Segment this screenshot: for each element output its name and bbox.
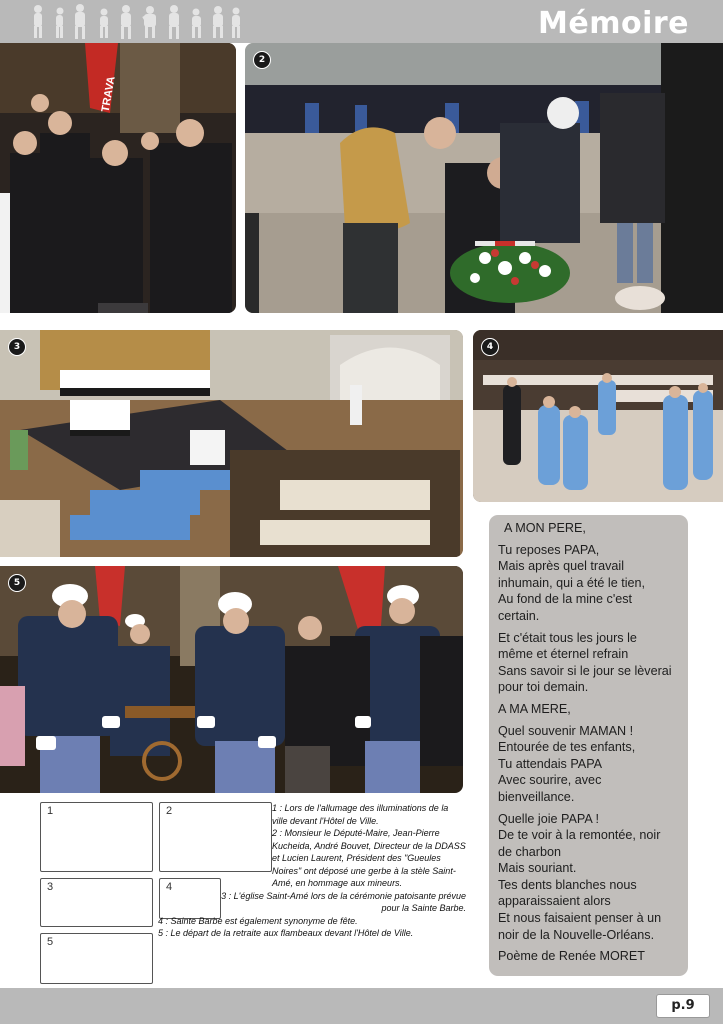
photo-dance-hall [473,330,723,502]
caption-5: 5 : Le départ de la retraite aux flambeaux devant l'Hôtel de Ville. [158,928,414,938]
poem-line: noir de la Nouvelle-Orléans. [498,927,655,942]
photo-wreath-laying [245,43,723,313]
poem-title-mother: A MA MERE, [498,701,571,716]
photo-number-badge: 5 [8,574,26,592]
layout-key-box-1: 1 [40,802,153,872]
poem-line: Tes dents blanches nous [498,877,637,892]
layout-key-box-2: 2 [159,802,272,872]
poem-line: apparaissaient alors [498,894,611,909]
photo-church-ceremony [0,330,463,557]
poem-panel [489,515,688,976]
caption-3: 3 : L'église Saint-Amé lors de la cérémonie patoisante prévue pour la Sainte Barbe. [221,890,466,913]
poem-signature: Poème de Renée MORET [498,949,645,964]
photo-number-badge: 2 [253,51,271,69]
poem-line: Au fond de la mine c'est [498,592,633,607]
poem-line: bienveillance. [498,789,575,804]
caption-2: 2 : Monsieur le Député-Maire, Jean-Pierre Kucheida, André Bouvet, Directeur de la DDASS et Lucien Laurent, Président des "Gueules Noires" ont déposé une gerbe à la stèle Saint-Amé, en hommage aux mineurs. [272,828,466,888]
poem-line: pour toi demain. [498,680,589,695]
poem-line: Et nous faisaient penser à un [498,911,662,926]
photo-illuminations-crowd [0,43,236,313]
poem-line: de charbon [498,844,562,859]
footer-bar [0,988,723,1024]
poem-line: De te voir à la remontée, noir [498,828,661,843]
header-banner [0,0,723,43]
poem-line: Mais après quel travail [498,559,624,574]
photo-miners-procession [0,566,463,793]
poem-line: Entourée de tes enfants, [498,740,636,755]
banner-text: TRAVA [99,75,118,114]
poem-line: Tu attendais PAPA [498,756,603,771]
caption-4: 4 : Sainte Barbe est également synonyme de fête. [158,915,358,926]
poem-line: Tu reposes PAPA, [498,542,600,557]
poem-line: Sans savoir si le jour se lèverai [498,663,672,678]
children-silhouettes-icon [28,4,244,40]
poem-line: certain. [498,608,540,623]
photo-number-badge: 4 [481,338,499,356]
photo-number-badge: 3 [8,338,26,356]
caption-1: 1 : Lors de l'allumage des illuminations de la ville devant l'Hôtel de Ville. [272,803,449,826]
poem-line: inhumain, qui a été le tien, [498,575,646,590]
page-number: p.9 [656,994,710,1018]
layout-key-box-4: 4 [159,878,221,919]
poem-line: Quel souvenir MAMAN ! [498,723,634,738]
poem-line: Quelle joie PAPA ! [498,811,600,826]
layout-key-box-3: 3 [40,878,153,927]
poem-line: Mais souriant. [498,861,577,876]
layout-key-box-5: 5 [40,933,153,984]
poem-line: Avec sourire, avec [498,773,602,788]
section-title: Mémoire [538,6,689,41]
poem-line: même et éternel refrain [498,647,629,662]
poem-line: Et c'était tous les jours le [498,630,637,645]
poem-text [498,520,684,965]
poem-title-father: A MON PERE, [504,521,586,535]
photo-captions [158,802,466,940]
